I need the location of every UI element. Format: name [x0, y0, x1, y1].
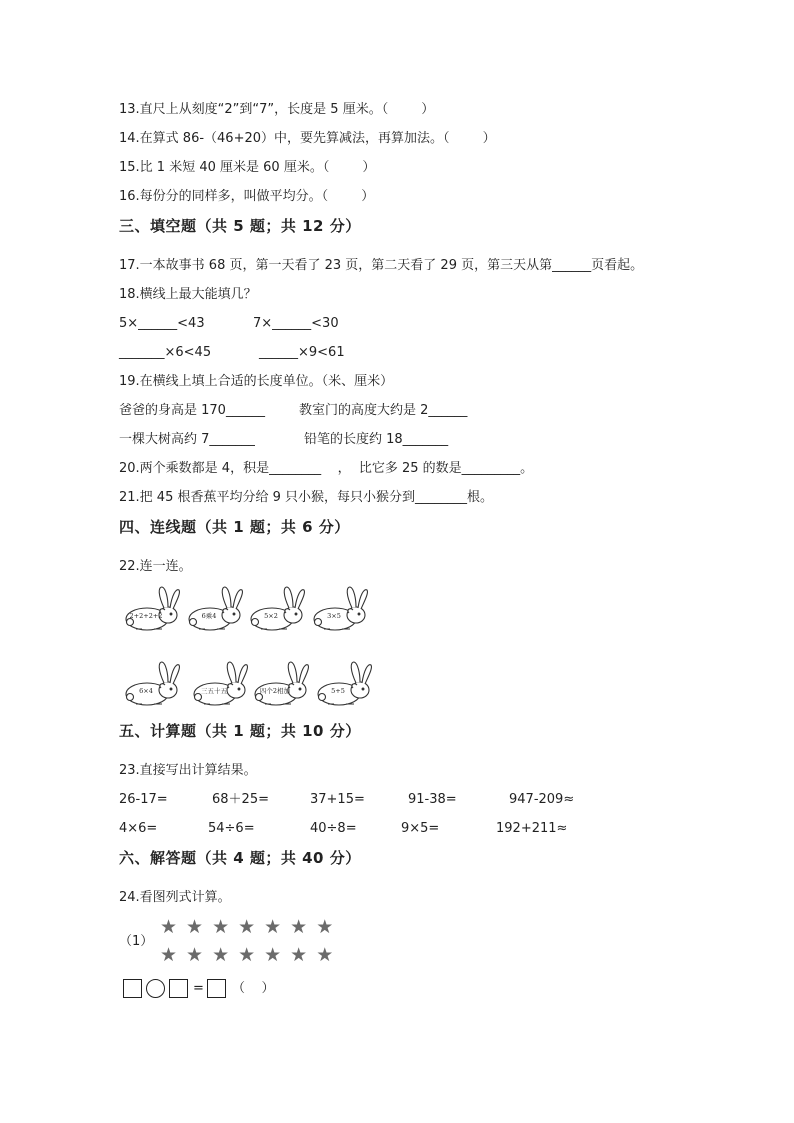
rabbit-icon	[249, 585, 307, 635]
rabbit-card[interactable]	[192, 660, 250, 710]
sub-question-label: （1）	[119, 934, 154, 949]
question-23: 23.直接写出计算结果。	[119, 763, 257, 778]
rabbit-card[interactable]	[187, 585, 245, 635]
question-17: 17.一本故事书 68 页，第一天看了 23 页，第二天看了 29 页，第三天从第______页看起。	[119, 258, 644, 273]
answer-box[interactable]	[207, 979, 226, 998]
question-19-b: 教室门的高度大约是 2______	[299, 403, 468, 418]
rabbit-label: 2+2+2+2	[129, 612, 163, 620]
equals-sign: =	[193, 981, 204, 996]
unit-parentheses: （ ）	[232, 981, 275, 996]
calc-item: 4×6=	[119, 821, 158, 836]
question-18-c: _______×6<45	[119, 345, 212, 360]
question-19-d: 铅笔的长度约 18_______	[304, 432, 449, 447]
rabbit-icon	[253, 660, 311, 710]
calc-item: 9×5=	[401, 821, 440, 836]
rabbit-icon	[316, 660, 374, 710]
rabbit-icon	[124, 660, 182, 710]
rabbit-card[interactable]	[249, 585, 307, 635]
question-16: 16.每份分的同样多，叫做平均分。（ ）	[119, 189, 375, 204]
calc-item: 26-17=	[119, 792, 168, 807]
rabbit-label: 5+5	[331, 687, 345, 695]
rabbit-card[interactable]	[253, 660, 311, 710]
star-row: ★★★★★★★	[160, 944, 343, 966]
question-15: 15.比 1 米短 40 厘米是 60 厘米。（ ）	[119, 160, 376, 175]
rabbit-icon	[187, 585, 245, 635]
question-18-d: ______×9<61	[259, 345, 345, 360]
question-19-a: 爸爸的身高是 170______	[119, 403, 265, 418]
rabbit-icon	[312, 585, 370, 635]
rabbit-label: 6乘4	[201, 612, 217, 620]
rabbit-icon	[192, 660, 250, 710]
calc-item: 91-38=	[408, 792, 457, 807]
rabbit-card[interactable]	[316, 660, 374, 710]
rabbit-card[interactable]	[124, 660, 182, 710]
section-heading-fill-in: 三、填空题（共 5 题；共 12 分）	[119, 217, 361, 235]
question-18-b: 7×______<30	[253, 316, 339, 331]
question-20: 20.两个乘数都是 4，积是________ ， 比它多 25 的数是_________。	[119, 461, 534, 476]
question-18-a: 5×______<43	[119, 316, 205, 331]
section-heading-solution: 六、解答题（共 4 题；共 40 分）	[119, 849, 361, 867]
rabbit-label: 四个2相加	[259, 687, 291, 695]
answer-box[interactable]	[123, 979, 142, 998]
calc-item: 68＋25=	[212, 792, 269, 807]
question-13: 13.直尺上从刻度“2”到“7”，长度是 5 厘米。（ ）	[119, 102, 435, 117]
rabbit-card[interactable]	[124, 585, 182, 635]
question-14: 14.在算式 86-（46+20）中，要先算减法，再算加法。（ ）	[119, 131, 496, 146]
calc-item: 192+211≈	[496, 821, 568, 836]
rabbit-card[interactable]	[312, 585, 370, 635]
question-18: 18.横线上最大能填几？	[119, 287, 257, 302]
question-24: 24.看图列式计算。	[119, 890, 231, 905]
operator-circle[interactable]	[146, 979, 165, 998]
rabbit-label: 5×2	[264, 612, 278, 620]
question-22: 22.连一连。	[119, 559, 192, 574]
calc-item: 54÷6=	[208, 821, 255, 836]
calc-item: 37+15=	[310, 792, 365, 807]
calc-item: 947-209≈	[509, 792, 575, 807]
rabbit-label: 三五十五	[201, 687, 227, 695]
question-21: 21.把 45 根香蕉平均分给 9 只小猴，每只小猴分到________根。	[119, 490, 494, 505]
rabbit-icon	[124, 585, 182, 635]
calc-item: 40÷8=	[310, 821, 357, 836]
star-row: ★★★★★★★	[160, 916, 343, 938]
rabbit-label: 6×4	[139, 687, 153, 695]
section-heading-matching: 四、连线题（共 1 题；共 6 分）	[119, 518, 350, 536]
rabbit-label: 3×5	[327, 612, 341, 620]
question-19: 19.在横线上填上合适的长度单位。（米、厘米）	[119, 374, 394, 389]
section-heading-calculation: 五、计算题（共 1 题；共 10 分）	[119, 722, 361, 740]
answer-box[interactable]	[169, 979, 188, 998]
question-19-c: 一棵大树高约 7_______	[119, 432, 255, 447]
